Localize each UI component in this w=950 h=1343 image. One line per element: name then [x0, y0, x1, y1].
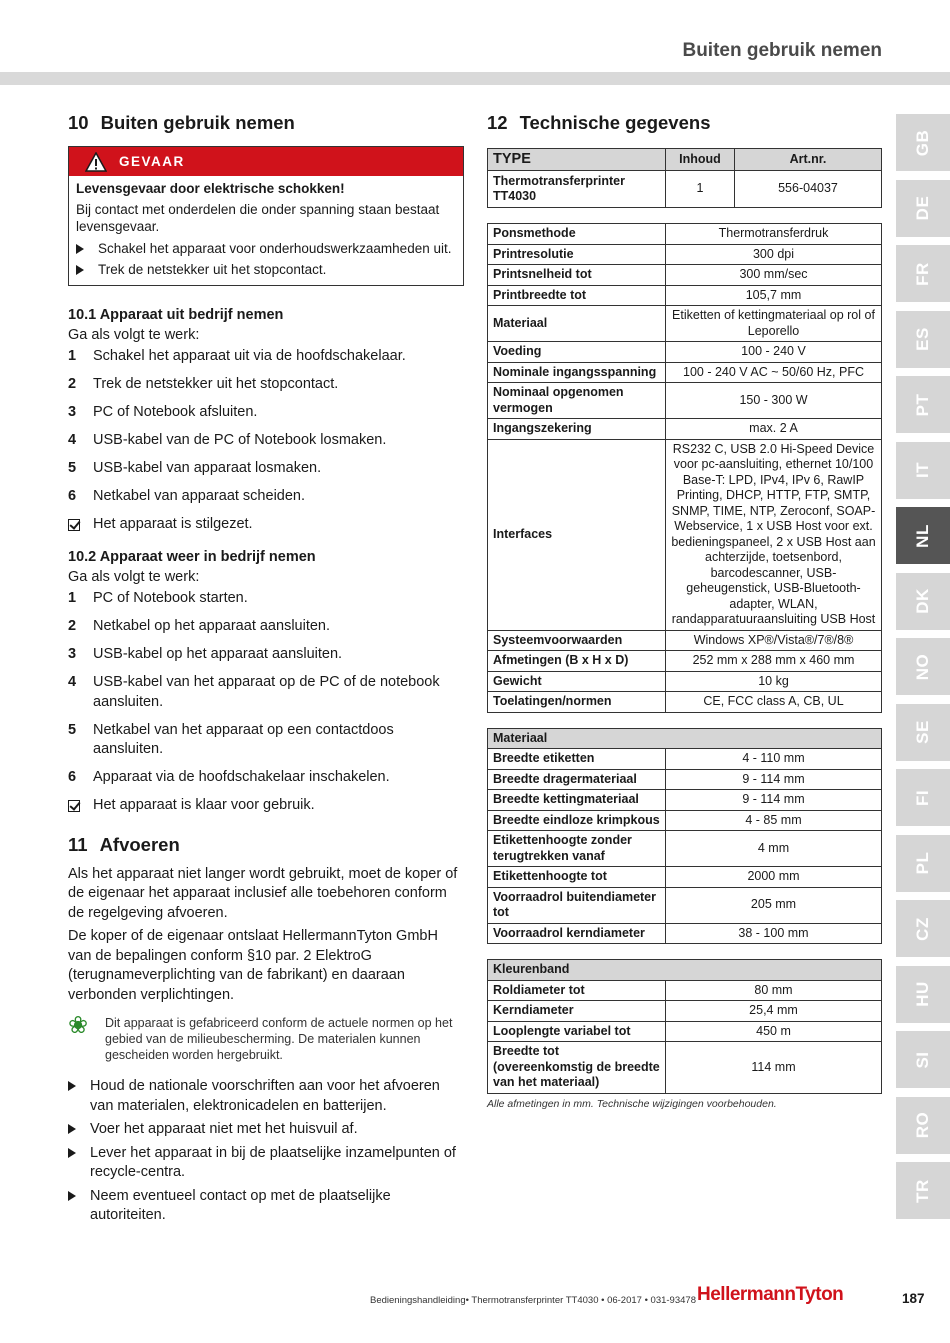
language-tab-nl[interactable] — [896, 507, 950, 564]
table-row — [488, 265, 882, 286]
step-item — [68, 617, 464, 637]
section-11-paragraph-1: Als het apparaat niet langer wordt gebruikt, moet de koper of de eigenaar het apparaat inclusief alle toebehoren conform de regelgeving afvoeren. — [68, 865, 458, 921]
step-number: 6 — [68, 769, 77, 785]
spec-value: 25,4 mm — [666, 1001, 882, 1022]
spec-value: 150 - 300 W — [666, 383, 882, 419]
danger-body — [69, 176, 463, 285]
step-item — [68, 459, 464, 479]
spec-value: max. 2 A — [666, 419, 882, 440]
step-result — [68, 515, 464, 535]
spec-key: Breedte etiketten — [488, 749, 666, 770]
language-tab-se[interactable] — [896, 704, 950, 761]
step-item — [68, 721, 464, 760]
right-column — [487, 112, 882, 1110]
spec-value: 9 - 114 mm — [666, 790, 882, 811]
spec-key: Printresolutie — [488, 244, 666, 265]
table-row — [488, 980, 882, 1001]
language-tab-gb[interactable] — [896, 114, 950, 171]
table-row — [488, 362, 882, 383]
section-11-title: 11 Afvoeren — [68, 833, 180, 855]
material-table-header — [488, 728, 882, 749]
step-item — [68, 347, 464, 367]
spec-value: 105,7 mm — [666, 285, 882, 306]
spec-key: Toelatingen/normen — [488, 692, 666, 713]
spec-key: Printbreedte tot — [488, 285, 666, 306]
language-tab-de[interactable] — [896, 180, 950, 237]
language-tab-pl[interactable] — [896, 835, 950, 892]
table-row — [488, 790, 882, 811]
language-tab-label: PL — [913, 851, 932, 875]
bullet-arrow-icon — [68, 1191, 76, 1201]
spec-value: 300 mm/sec — [666, 265, 882, 286]
step-number: 2 — [68, 618, 77, 634]
step-number: 4 — [68, 674, 77, 690]
spec-key: Breedte dragermateriaal — [488, 769, 666, 790]
list-item-text: Neem eventueel contact op met de plaatselijke autoriteiten. — [90, 1187, 391, 1223]
material-header: Materiaal — [488, 728, 882, 749]
spec-key: Breedte kettingmateriaal — [488, 790, 666, 811]
spec-value: 300 dpi — [666, 244, 882, 265]
spec-value: Windows XP®/Vista®/7®/8® — [666, 630, 882, 651]
language-tabs — [896, 114, 950, 1228]
flower-icon: ❀ — [68, 1012, 89, 1039]
table-row — [488, 171, 882, 208]
type-qty: 1 — [666, 171, 735, 208]
table-row — [488, 923, 882, 944]
spec-key: Etikettenhoogte tot — [488, 867, 666, 888]
step-number: 5 — [68, 721, 77, 738]
bullet-arrow-icon — [76, 244, 84, 254]
step-text: Trek de netstekker uit het stopcontact. — [93, 375, 339, 392]
language-tab-it[interactable] — [896, 442, 950, 499]
language-tab-no[interactable] — [896, 638, 950, 695]
spec-key: Kerndiameter — [488, 1001, 666, 1022]
step-result-text: Het apparaat is stilgezet. — [93, 515, 253, 532]
language-tab-label: DE — [913, 195, 932, 221]
spec-key: Nominaal opgenomen vermogen — [488, 383, 666, 419]
table-row — [488, 749, 882, 770]
language-tab-label: FI — [913, 789, 932, 806]
left-column — [68, 112, 464, 1230]
list-item-text: Trek de netstekker uit het stopcontact. — [98, 262, 327, 277]
language-tab-pt[interactable] — [896, 376, 950, 433]
spec-key: Gewicht — [488, 671, 666, 692]
spec-value: 9 - 114 mm — [666, 769, 882, 790]
language-tab-ro[interactable] — [896, 1097, 950, 1154]
language-tab-label: CZ — [913, 916, 932, 941]
table-row — [488, 1042, 882, 1094]
step-text: Netkabel van het apparaat op een contactdoos aansluiten. — [93, 721, 394, 757]
ribbon-table — [487, 959, 882, 1094]
eco-note — [68, 1012, 464, 1063]
language-tab-cz[interactable] — [896, 900, 950, 957]
language-tab-tr[interactable] — [896, 1162, 950, 1219]
spec-key: Voorraadrol buitendiameter tot — [488, 887, 666, 923]
step-text: Apparaat via de hoofdschakelaar inschakelen. — [93, 769, 390, 785]
language-tab-label: NL — [913, 523, 932, 548]
step-item — [68, 589, 464, 609]
warning-icon — [85, 152, 107, 172]
step-text: PC of Notebook starten. — [93, 590, 248, 606]
bullet-arrow-icon — [68, 1148, 76, 1158]
footer-text: Bedieningshandleiding• Thermotransferprinter TT4030 • 06-2017 • 031-93478 — [370, 1295, 696, 1306]
list-item — [68, 1144, 464, 1183]
table-row — [488, 1021, 882, 1042]
section-10-2-title: 10.2 Apparaat weer in bedrijf nemen — [68, 549, 316, 565]
language-tab-label: NO — [913, 653, 932, 680]
page-number: 187 — [902, 1291, 925, 1306]
spec-key: Ponsmethode — [488, 224, 666, 245]
bullet-arrow-icon — [76, 265, 84, 275]
spec-key: Systeemvoorwaarden — [488, 630, 666, 651]
language-tab-label: FR — [913, 261, 932, 286]
spec-value: 252 mm x 288 mm x 460 mm — [666, 651, 882, 672]
language-tab-label: PT — [913, 393, 932, 416]
type-header: TYPE — [488, 149, 666, 171]
language-tab-label: GB — [913, 129, 932, 156]
page-header-title: Buiten gebruik nemen — [682, 40, 882, 61]
bullet-arrow-icon — [68, 1124, 76, 1134]
spec-key: Nominale ingangsspanning — [488, 362, 666, 383]
step-text: Netkabel op het apparaat aansluiten. — [93, 618, 331, 634]
spec-value: 80 mm — [666, 980, 882, 1001]
type-table — [487, 148, 882, 208]
table-row — [488, 692, 882, 713]
language-tab-fi[interactable] — [896, 769, 950, 826]
section-11-bullets — [68, 1077, 464, 1226]
step-number: 4 — [68, 431, 77, 448]
table-row — [488, 810, 882, 831]
spec-key: Voeding — [488, 342, 666, 363]
language-tab-es[interactable] — [896, 311, 950, 368]
step-item — [68, 487, 464, 507]
danger-headline: Levensgevaar door elektrische schokken! — [76, 181, 345, 196]
spec-value: RS232 C, USB 2.0 Hi-Speed Device voor pc-aansluiting, ethernet 10/100 Base-T: LPD, IPv4, IPv 6, RawIP Printing, DHCP, HTTP, FTP, SMTP, SNMP, TIME, NTP, Zeroconf, SOAP-Webservice, 1 x USB Host voor ext. bedieningspaneel, 2 x USB Host aan achterzijde, toetsenbord, barcodescanner, USB-geheugenstick, USB-Bluetooth-adapter, WLAN, randapparatuuraansluiting USB Host — [666, 439, 882, 630]
step-item — [68, 645, 464, 665]
section-10-1-title: 10.1 Apparaat uit bedrijf nemen — [68, 306, 284, 323]
type-table-header — [488, 149, 882, 171]
section-10-2-steps — [68, 589, 464, 816]
language-tab-fr[interactable] — [896, 245, 950, 302]
spec-value: 2000 mm — [666, 867, 882, 888]
language-tab-hu[interactable] — [896, 966, 950, 1023]
step-result — [68, 796, 464, 816]
step-item — [68, 431, 464, 451]
language-tab-label: SE — [913, 720, 932, 744]
step-text: Netkabel van apparaat scheiden. — [93, 487, 306, 504]
spec-value: Thermotransferdruk — [666, 224, 882, 245]
list-item-text: Schakel het apparaat voor onderhoudswerkzaamheden uit. — [98, 240, 452, 256]
spec-value: CE, FCC class A, CB, UL — [666, 692, 882, 713]
spec-value: 100 - 240 V — [666, 342, 882, 363]
step-text: USB-kabel op het apparaat aansluiten. — [93, 646, 343, 662]
table-row — [488, 285, 882, 306]
danger-text: Bij contact met onderdelen die onder spanning staan bestaat levensgevaar. — [76, 201, 440, 234]
spec-key: Interfaces — [488, 439, 666, 630]
spec-value: 205 mm — [666, 887, 882, 923]
step-item — [68, 673, 464, 712]
spec-key: Voorraadrol kerndiameter — [488, 923, 666, 944]
bullet-arrow-icon — [68, 1081, 76, 1091]
table-row — [488, 867, 882, 888]
list-item — [76, 240, 456, 258]
spec-value: 4 - 85 mm — [666, 810, 882, 831]
brand-logo: HellermannTyton — [697, 1284, 844, 1305]
table-row — [488, 439, 882, 630]
spec-value: 4 mm — [666, 831, 882, 867]
list-item — [68, 1187, 464, 1226]
language-tab-label: DK — [913, 588, 932, 614]
danger-header — [69, 147, 463, 176]
spec-key: Etikettenhoogte zonder terugtrekken vanaf — [488, 831, 666, 867]
language-tab-label: RO — [913, 1111, 932, 1139]
spec-key: Breedte eindloze krimpkous — [488, 810, 666, 831]
language-tab-label: SI — [913, 1050, 932, 1069]
checkbox-icon — [68, 519, 80, 531]
table-row — [488, 671, 882, 692]
step-number: 2 — [68, 375, 77, 392]
spec-key: Afmetingen (B x H x D) — [488, 651, 666, 672]
section-11-paragraph-2: De koper of de eigenaar ontslaat HellermannTyton GmbH van de bepalingen conform §10 par. 2 ElektroG (terugnameverplichting van de fabrikant) en daaraan verbonden verplichtingen. — [68, 928, 438, 1003]
step-item — [68, 768, 464, 788]
table-footnote: Alle afmetingen in mm. Technische wijzigingen voorbehouden. — [487, 1097, 777, 1110]
ribbon-header: Kleurenband — [488, 960, 882, 981]
spec-key: Roldiameter tot — [488, 980, 666, 1001]
table-row — [488, 769, 882, 790]
spec-key: Printsnelheid tot — [488, 265, 666, 286]
table-row — [488, 831, 882, 867]
list-item-text: Voer het apparaat niet met het huisvuil af. — [90, 1121, 358, 1137]
step-text: PC of Notebook afsluiten. — [93, 403, 258, 420]
spec-value: 38 - 100 mm — [666, 923, 882, 944]
step-number: 6 — [68, 487, 77, 504]
header-bar — [0, 72, 950, 85]
step-number: 3 — [68, 646, 77, 662]
spec-value: 114 mm — [666, 1042, 882, 1094]
step-text: Schakel het apparaat uit via de hoofdschakelaar. — [93, 347, 406, 364]
language-tab-label: ES — [913, 327, 932, 351]
ribbon-table-header — [488, 960, 882, 981]
language-tab-label: IT — [913, 461, 932, 479]
step-number: 5 — [68, 459, 77, 476]
spec-value: 10 kg — [666, 671, 882, 692]
spec-key: Looplengte variabel tot — [488, 1021, 666, 1042]
art-header: Art.nr. — [735, 149, 882, 171]
step-result-text: Het apparaat is klaar voor gebruik. — [93, 797, 315, 813]
table-row — [488, 306, 882, 342]
step-number: 3 — [68, 403, 77, 420]
spec-table — [487, 223, 882, 713]
table-row — [488, 383, 882, 419]
section-12-title: 12 Technische gegevens — [487, 112, 711, 133]
list-item — [68, 1120, 464, 1140]
step-item — [68, 403, 464, 423]
list-item — [68, 1077, 464, 1116]
language-tab-dk[interactable] — [896, 573, 950, 630]
list-item-text: Lever het apparaat in bij de plaatselijke inzamelpunten of recycle-centra. — [90, 1144, 456, 1180]
table-row — [488, 224, 882, 245]
spec-value: Etiketten of kettingmateriaal op rol of Leporello — [666, 306, 882, 342]
step-text: USB-kabel van het apparaat op de PC of de notebook aansluiten. — [93, 674, 440, 710]
table-row — [488, 651, 882, 672]
language-tab-label: TR — [913, 1178, 932, 1203]
spec-value: 100 - 240 V AC ~ 50/60 Hz, PFC — [666, 362, 882, 383]
section-10-1-intro: Ga als volgt te werk: — [68, 326, 200, 343]
type-art: 556-04037 — [735, 171, 882, 208]
step-number: 1 — [68, 347, 77, 364]
spec-key: Ingangszekering — [488, 419, 666, 440]
section-10-title: 10 Buiten gebruik nemen — [68, 112, 295, 133]
table-row — [488, 630, 882, 651]
table-row — [488, 244, 882, 265]
material-table — [487, 728, 882, 945]
spec-key: Breedte tot (overeenkomstig de breedte van het materiaal) — [488, 1042, 666, 1094]
qty-header: Inhoud — [666, 149, 735, 171]
list-item-text: Houd de nationale voorschriften aan voor het afvoeren van materialen, elektronicadelen en batterijen. — [90, 1078, 440, 1114]
list-item — [76, 261, 456, 279]
language-tab-si[interactable] — [896, 1031, 950, 1088]
step-text: USB-kabel van apparaat losmaken. — [93, 459, 322, 476]
spec-key: Materiaal — [488, 306, 666, 342]
language-tab-label: HU — [913, 981, 932, 1007]
step-text: USB-kabel van de PC of Notebook losmaken. — [93, 431, 387, 448]
table-row — [488, 419, 882, 440]
section-10-1-steps — [68, 347, 464, 535]
checkbox-icon — [68, 800, 80, 812]
danger-label: GEVAAR — [119, 154, 185, 169]
eco-note-text: Dit apparaat is gefabriceerd conform de actuele normen op het gebied van de milieubescherming. De materialen kunnen gescheiden worden hergebruikt. — [105, 1016, 453, 1062]
table-row — [488, 342, 882, 363]
section-10-2-intro: Ga als volgt te werk: — [68, 569, 200, 585]
danger-box — [68, 146, 464, 286]
spec-value: 4 - 110 mm — [666, 749, 882, 770]
type-name: Thermotransferprinter TT4030 — [488, 171, 666, 208]
table-row — [488, 887, 882, 923]
spec-value: 450 m — [666, 1021, 882, 1042]
table-row — [488, 1001, 882, 1022]
step-number: 1 — [68, 590, 77, 606]
step-item — [68, 375, 464, 395]
